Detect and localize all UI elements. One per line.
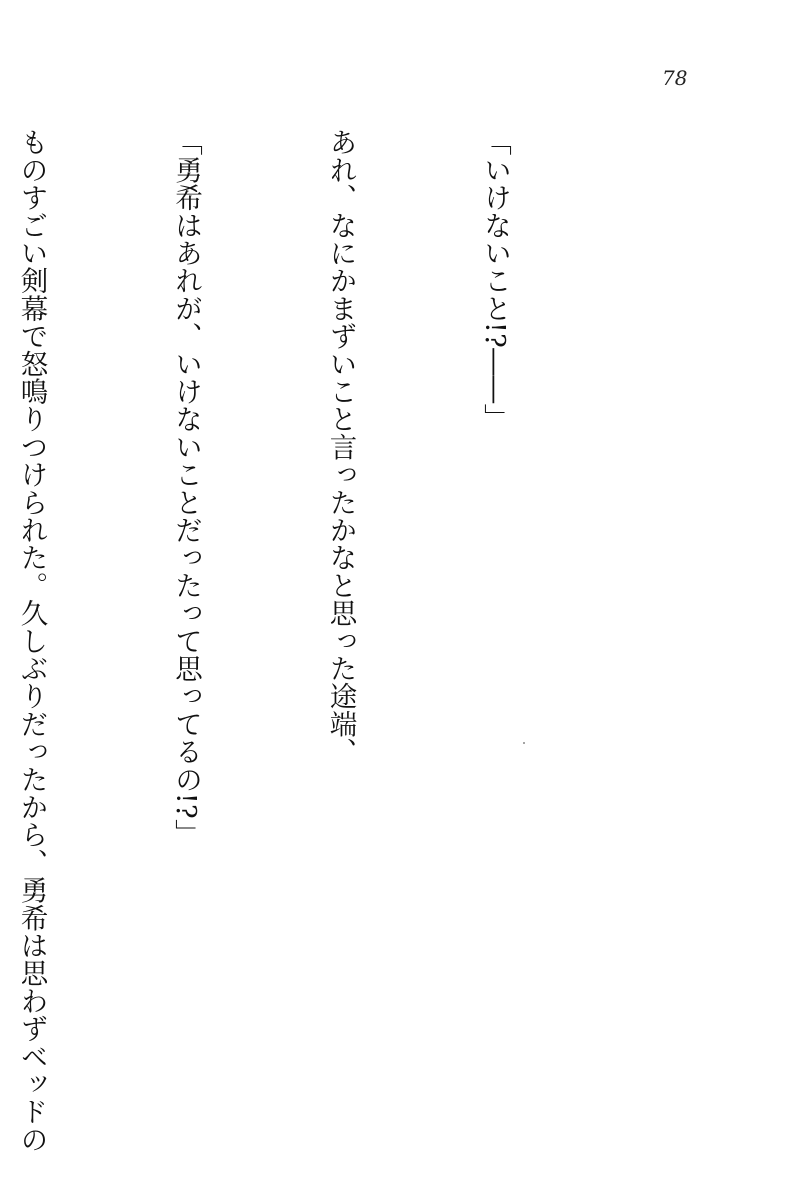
text-line: 「いけないこと!?――」 — [479, 128, 511, 432]
scan-speck — [523, 742, 525, 744]
text-line: あれ、なにかまずいこと言ったかなと思った途端、 — [324, 128, 357, 766]
text-line: ものすごい剣幕で怒鳴りつけられた。久しぶりだったから、勇希は思わずベッドの — [15, 128, 48, 1153]
text-line: 「勇希はあれが、いけないことだったって思ってるの!?」 — [170, 128, 202, 847]
page-number: 78 — [662, 66, 688, 90]
vertical-text-body — [0, 128, 623, 1153]
